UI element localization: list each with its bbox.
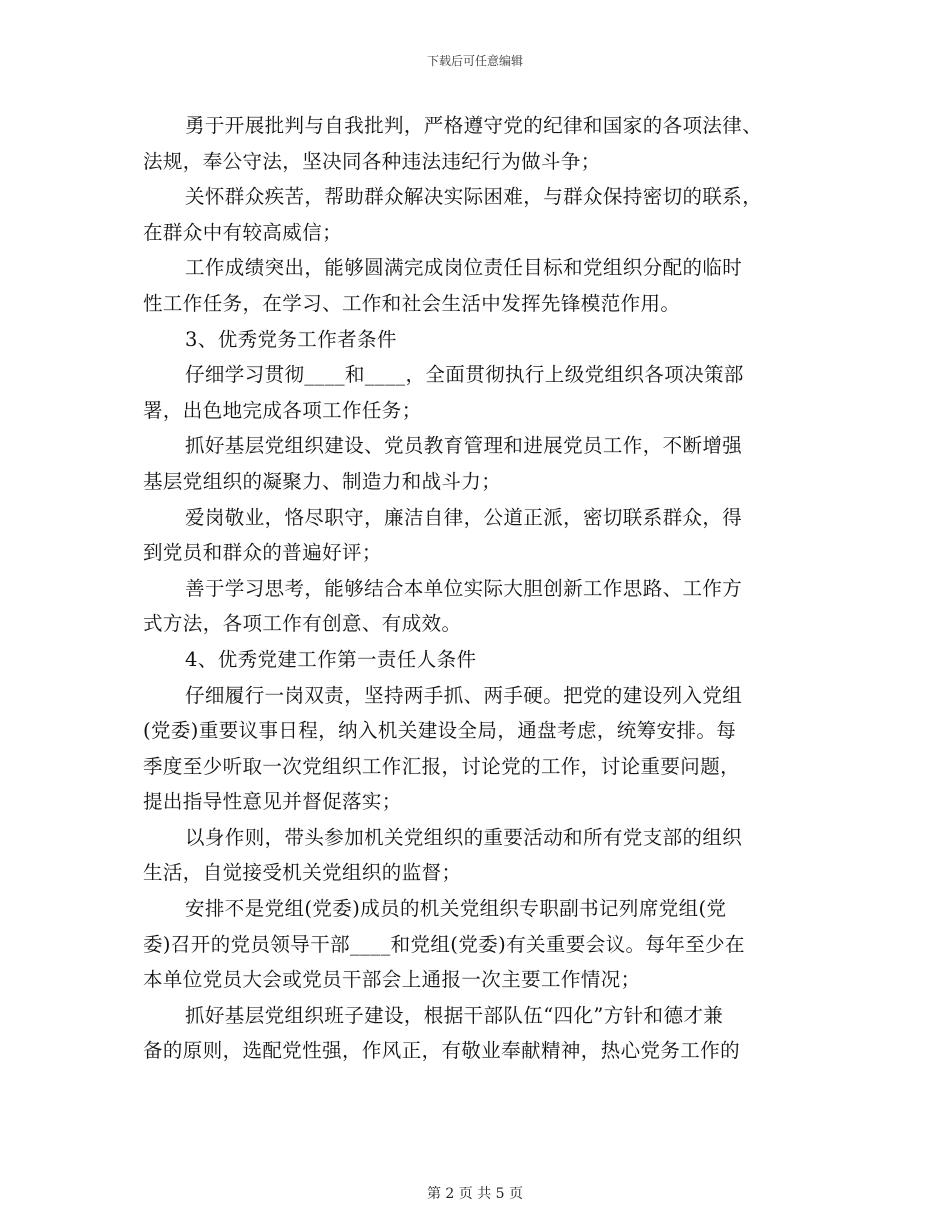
paragraph-line: 基层党组织的凝聚力、制造力和战斗力；	[143, 469, 502, 493]
paragraph-line: 仔细履行一岗双责，坚持两手抓、两手硬。把党的建设列入党组	[185, 683, 743, 707]
paragraph-line: 工作成绩突出，能够圆满完成岗位责任目标和党组织分配的临时	[185, 256, 743, 280]
paragraph-line: 以身作则，带头参加机关党组织的重要活动和所有党支部的组织	[185, 825, 743, 849]
paragraph-line: 本单位党员大会或党员干部会上通报一次主要工作情况；	[143, 968, 641, 992]
paragraph-line: 抓好基层党组织班子建设，根据干部队伍“四化”方针和德才兼	[185, 1003, 724, 1027]
page-header: 下载后可任意编辑	[426, 54, 523, 68]
paragraph-line: 在群众中有较高威信；	[143, 220, 343, 244]
paragraph-line: 生活，自觉接受机关党组织的监督；	[143, 861, 462, 885]
paragraph-line: 到党员和群众的普遍好评；	[143, 541, 382, 565]
paragraph-line: 仔细学习贯彻____和____，全面贯彻执行上级党组织各项决策部	[185, 363, 744, 387]
paragraph-line: 抓好基层党组织建设、党员教育管理和进展党员工作，不断增强	[185, 434, 743, 458]
paragraph-line: 勇于开展批判与自我批判，严格遵守党的纪律和国家的各项法律、	[185, 114, 763, 137]
page-footer: 第 2 页 共 5 页	[426, 1186, 524, 1202]
document-body	[143, 108, 807, 1069]
paragraph-line: 爱岗敬业，恪尽职守，廉洁自律，公道正派，密切联系群众，得	[185, 505, 743, 529]
paragraph-line: 善于学习思考，能够结合本单位实际大胆创新工作思路、工作方	[185, 576, 743, 600]
paragraph-line: 关怀群众疾苦，帮助群众解决实际困难，与群众保持密切的联系，	[185, 185, 763, 209]
paragraph-line: 式方法，各项工作有创意、有成效。	[143, 612, 462, 636]
paragraph-line: 法规，奉公守法，坚决同各种违法违纪行为做斗争；	[143, 149, 601, 173]
paragraph-line: 安排不是党组(党委)成员的机关党组织专职副书记列席党组(党	[185, 897, 727, 921]
paragraph-line: 备的原则，选配党性强，作风正，有敬业奉献精神，热心党务工作的	[143, 1039, 741, 1063]
section-heading-3: 3、优秀党务工作者条件	[185, 327, 397, 351]
paragraph-line: 委)召开的党员领导干部____和党组(党委)有关重要会议。每年至少在	[143, 932, 745, 956]
paragraph-line: 季度至少听取一次党组织工作汇报，讨论党的工作，讨论重要问题，	[143, 754, 741, 778]
paragraph-line: 署，出色地完成各项工作任务；	[143, 398, 422, 422]
section-heading-4: 4、优秀党建工作第一责任人条件	[185, 647, 477, 671]
paragraph-line: (党委)重要议事日程，纳入机关建设全局，通盘考虑，统筹安排。每	[143, 719, 737, 743]
paragraph-line: 性工作任务，在学习、工作和社会生活中发挥先锋模范作用。	[143, 291, 681, 315]
paragraph-line: 提出指导性意见并督促落实；	[143, 790, 402, 814]
